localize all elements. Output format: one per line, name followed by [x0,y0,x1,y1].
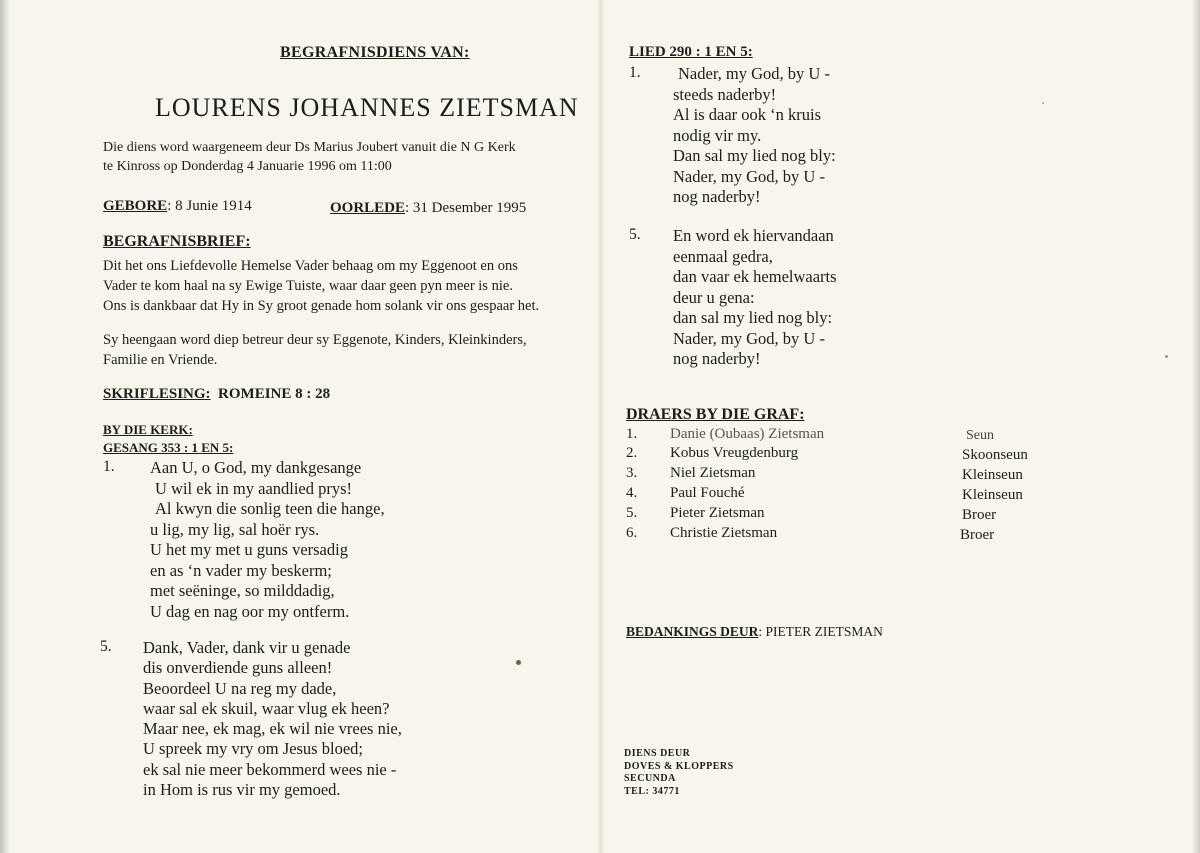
bearer-name: Niel Zietsman [670,465,756,481]
verse-line: U wil ek in my aandlied prys! [155,478,353,498]
verse-line: U spreek my vry om Jesus bloed; [143,739,363,759]
verse-line: Maar nee, ek mag, ek wil nie vrees nie, [143,719,402,739]
died-label: OORLEDE [330,200,406,216]
letter-line: Vader te kom haal na sy Ewige Tuiste, waar daar geen pyn meer is nie. [103,278,513,294]
bearer-name: Kobus Vreugdenburg [670,445,799,461]
born-date: : 8 Junie 1914 [167,198,252,214]
bearers-heading: DRAERS BY DIE GRAF: [626,406,805,423]
paper-speck [1165,355,1168,358]
verse-line: Dank, Vader, dank vir u genade [143,638,351,657]
verse-number: 1. [103,458,115,475]
bearer-row [626,465,1106,485]
lied-290-verse-1 [673,64,836,208]
letter-line: Ons is dankbaar dat Hy in Sy groot genade hom solank vir ons gespaar het. [103,298,540,314]
verse-line: deur u gena: [673,287,755,307]
footer-line: TEL: 34771 [624,785,680,797]
died-info [330,200,526,217]
scripture-reading [103,386,330,403]
verse-line: nog naderby! [673,349,761,368]
verse-number: 5. [629,226,641,243]
bearer-relation: Kleinseun [962,467,1023,483]
reading-value: ROMEINE 8 : 28 [218,386,331,402]
died-date: : 31 Desember 1995 [405,200,527,216]
verse-line: waar sal ek skuil, waar vlug ek heen? [143,698,390,718]
verse-line: en as ‘n vader my beskerm; [150,560,332,580]
verse-line: Beoordeel U na reg my dade, [143,678,337,698]
verse-line: Nader, my God, by U - [673,328,825,348]
lied-290-verse-5 [673,226,837,370]
bearer-number: 4. [626,485,638,501]
church-label [103,422,193,438]
verse-number: 5. [100,638,112,655]
paper-speck [516,660,521,665]
mourning-line: Familie en Vriende. [103,352,218,368]
paper-edge-left [0,0,10,853]
bearer-number: 1. [626,426,638,442]
letter-line: Dit het ons Liefdevolle Hemelse Vader behaag om my Eggenoot en ons [103,258,518,274]
letter-heading: BEGRAFNISBRIEF: [103,233,251,250]
service-line: te Kinross op Donderdag 4 Januarie 1996 om 11:00 [103,159,392,174]
verse-line: eenmaal gedra, [673,246,773,266]
bearer-relation: Broer [962,507,997,523]
bearer-row [626,426,1106,446]
bearer-row [626,525,1106,545]
funeral-home-footer [624,748,734,798]
bearer-relation: Skoonseun [962,447,1028,463]
bearer-row [626,505,1106,525]
bearer-name: Paul Fouché [670,485,745,501]
bearer-name: Christie Zietsman [670,525,778,541]
bearer-relation: Kleinseun [962,487,1023,503]
verse-line: dan sal my lied nog bly: [673,308,833,327]
bearer-row [626,485,1106,505]
born-label: GEBORE [103,198,168,214]
bearer-relation: Broer [960,527,995,543]
hymn-353-label: GESANG 353 : 1 EN 5: [103,440,234,455]
church-label-text: BY DIE KERK [103,422,189,437]
thanks-value: : PIETER ZIETSMAN [758,624,883,639]
verse-line: U het my met u guns versadig [150,540,348,559]
verse-line: u lig, my lig, sal hoër rys. [150,519,320,539]
bearer-number: 3. [626,465,638,481]
paper-speck [1042,102,1044,104]
mourning-line: Sy heengaan word diep betreur deur sy Eggenote, Kinders, Kleinkinders, [103,332,527,348]
verse-line: Nader, my God, by U - [678,64,830,83]
bearer-row [626,445,1106,465]
bearer-number: 2. [626,445,638,461]
program-heading: BEGRAFNISDIENS VAN: [280,44,470,61]
center-fold [598,0,604,853]
verse-line: dis onverdiende guns alleen! [143,658,333,678]
letter-text [103,256,583,316]
footer-line: SECUNDA [624,773,676,784]
reading-label: SKRIFLESING: [103,386,211,402]
verse-line: ek sal nie meer bekommerd wees nie - [143,759,397,779]
footer-line: DIENS DEUR [624,748,691,759]
deceased-name: LOURENS JOHANNES ZIETSMAN [155,93,579,122]
service-details [103,138,583,176]
verse-line: U dag en nag oor my ontferm. [150,601,350,621]
verse-line: nodig vir my. [673,125,762,145]
bearer-number: 6. [626,525,638,541]
verse-line: Dan sal my lied nog bly: [673,146,836,165]
thanks-label: BEDANKINGS DEUR [626,624,759,639]
verse-line: Nader, my God, by U - [673,166,825,186]
hymn-353-verse-1 [150,458,385,622]
thanks-line [626,624,883,640]
verse-line: steeds naderby! [673,84,777,104]
verse-line: En word ek hiervandaan [673,226,834,245]
hymn-353-verse-5 [143,638,402,800]
verse-line: dan vaar ek hemelwaarts [673,267,837,286]
service-line: Die diens word waargeneem deur Ds Marius Joubert vanuit die N G Kerk [103,140,516,155]
verse-line: Al is daar ook ‘n kruis [673,105,822,124]
verse-line: Aan U, o God, my dankgesange [150,458,362,477]
born-info [103,198,252,215]
church-label-colon: : [188,422,193,437]
lied-290-label: LIED 290 : 1 EN 5: [629,44,753,60]
verse-line: Al kwyn die sonlig teen die hange, [155,499,385,518]
verse-line: in Hom is rus vir my gemoed. [143,780,341,800]
bearer-relation: Seun [966,428,994,443]
bearer-number: 5. [626,505,638,521]
verse-line: met seëninge, so milddadig, [150,581,335,600]
verse-number: 1. [629,64,641,81]
verse-line: nog naderby! [673,187,761,206]
mourning-text [103,330,583,370]
paper-edge-right [1192,0,1200,853]
bearer-name: Pieter Zietsman [670,505,765,521]
footer-line: DOVES & KLOPPERS [624,760,734,772]
bearers-list [626,426,1106,550]
bearer-name: Danie (Oubaas) Zietsman [670,426,825,442]
